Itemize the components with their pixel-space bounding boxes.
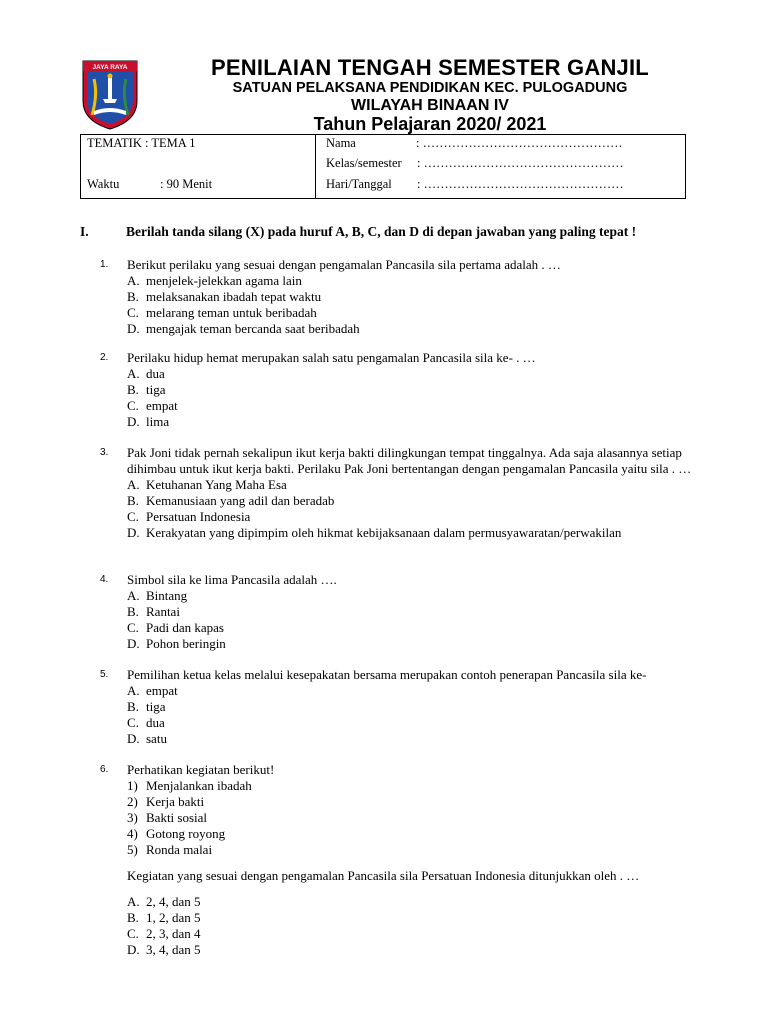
option-c[interactable]: C. empat — [127, 398, 178, 413]
question-5 — [100, 667, 700, 747]
exam-title: PENILAIAN TENGAH SEMESTER GANJIL — [211, 55, 649, 80]
question-number: 3. — [100, 447, 109, 458]
list-item: 3) Bakti sosial — [127, 810, 208, 825]
question-2 — [100, 350, 700, 430]
exam-subtitle: SATUAN PELAKSANA PENDIDIKAN KEC. PULOGADUNG — [232, 80, 628, 96]
list-item: 2) Kerja bakti — [127, 794, 205, 809]
exam-region: WILAYAH BINAAN IV — [351, 97, 509, 114]
student-info-box — [80, 134, 686, 199]
question-number: 1. — [100, 259, 109, 270]
option-b[interactable]: B. tiga — [127, 382, 166, 397]
option-a[interactable]: A. Bintang — [127, 588, 188, 603]
option-c[interactable]: C. Persatuan Indonesia — [127, 509, 251, 524]
section-instruction — [80, 224, 720, 240]
option-a[interactable]: A. 2, 4, dan 5 — [127, 894, 201, 909]
option-c[interactable]: C. melarang teman untuk beribadah — [127, 305, 317, 320]
tematik-label: TEMATIK : TEMA 1 — [87, 136, 196, 150]
waktu-label: Waktu — [87, 177, 120, 191]
option-a[interactable]: A. empat — [127, 683, 178, 698]
nama-label: Nama — [326, 136, 356, 150]
list-item: 4) Gotong royong — [127, 826, 226, 841]
question-3 — [100, 445, 700, 541]
exam-year: Tahun Pelajaran 2020/ 2021 — [313, 114, 547, 134]
option-b[interactable]: B. Kemanusiaan yang adil dan beradab — [127, 493, 335, 508]
section-number: I. — [80, 224, 89, 239]
option-b[interactable]: B. tiga — [127, 699, 166, 714]
option-d[interactable]: D. mengajak teman bercanda saat beribadah — [127, 321, 360, 336]
option-c[interactable]: C. 2, 3, dan 4 — [127, 926, 201, 941]
question-number: 6. — [100, 764, 109, 775]
option-a[interactable]: A. Ketuhanan Yang Maha Esa — [127, 477, 287, 492]
option-b[interactable]: B. 1, 2, dan 5 — [127, 910, 201, 925]
question-text: Perilaku hidup hemat merupakan salah satu pengamalan Pancasila sila ke- . … — [127, 350, 536, 365]
option-d[interactable]: D. lima — [127, 414, 170, 429]
nama-field[interactable]: : ………………………………………… — [416, 136, 623, 150]
hari-field[interactable]: : ………………………………………… — [417, 177, 624, 191]
option-d[interactable]: D. 3, 4, dan 5 — [127, 942, 201, 957]
question-number: 4. — [100, 574, 109, 585]
option-d[interactable]: D. Kerakyatan yang dipimpim oleh hikmat kebijaksanaan dalam permusyawaratan/perwakilan — [127, 525, 622, 540]
question-text: Perhatikan kegiatan berikut! — [127, 762, 275, 777]
info-divider — [315, 135, 316, 198]
kelas-field[interactable]: : ………………………………………… — [417, 156, 624, 170]
question-6 — [100, 762, 700, 958]
jakarta-emblem-logo — [80, 55, 140, 131]
option-a[interactable]: A. menjelek-jelekkan agama lain — [127, 273, 302, 288]
option-a[interactable]: A. dua — [127, 366, 165, 381]
kelas-label: Kelas/semester — [326, 156, 402, 170]
option-d[interactable]: D. Pohon beringin — [127, 636, 226, 651]
option-c[interactable]: C. dua — [127, 715, 165, 730]
list-item: 1) Menjalankan ibadah — [127, 778, 252, 793]
waktu-value: : 90 Menit — [160, 177, 213, 191]
option-b[interactable]: B. Rantai — [127, 604, 180, 619]
question-number: 2. — [100, 352, 109, 363]
question-text: Pemilihan ketua kelas melalui kesepakatan bersama merupakan contoh penerapan Pancasila sila ke- — [127, 667, 647, 682]
instruction-text: Berilah tanda silang (X) pada huruf A, B, C, dan D di depan jawaban yang paling tepat ! — [126, 224, 637, 239]
question-stem: Kegiatan yang sesuai dengan pengamalan Pancasila sila Persatuan Indonesia ditunjukkan oleh . … — [127, 868, 640, 883]
question-number: 5. — [100, 669, 109, 680]
question-text: Berikut perilaku yang sesuai dengan pengamalan Pancasila sila pertama adalah . … — [127, 257, 561, 272]
option-d[interactable]: D. satu — [127, 731, 167, 746]
question-4 — [100, 572, 700, 652]
hari-label: Hari/Tanggal — [326, 177, 392, 191]
list-item: 5) Ronda malai — [127, 842, 213, 857]
question-text: Simbol sila ke lima Pancasila adalah …. — [127, 572, 337, 587]
option-b[interactable]: B. melaksanakan ibadah tepat waktu — [127, 289, 322, 304]
logo-text: JAYA RAYA — [92, 64, 128, 71]
question-1 — [100, 257, 700, 337]
question-text: Pak Joni tidak pernah sekalipun ikut kerja bakti dilingkungan tempat tinggalnya. Ada saja alasannya setiap dihimbau untuk ikut kerja bakti. Perilaku Pak Joni bertentangan dengan pengamalan Pancasila yaitu sila . … — [127, 445, 692, 476]
option-c[interactable]: C. Padi dan kapas — [127, 620, 224, 635]
